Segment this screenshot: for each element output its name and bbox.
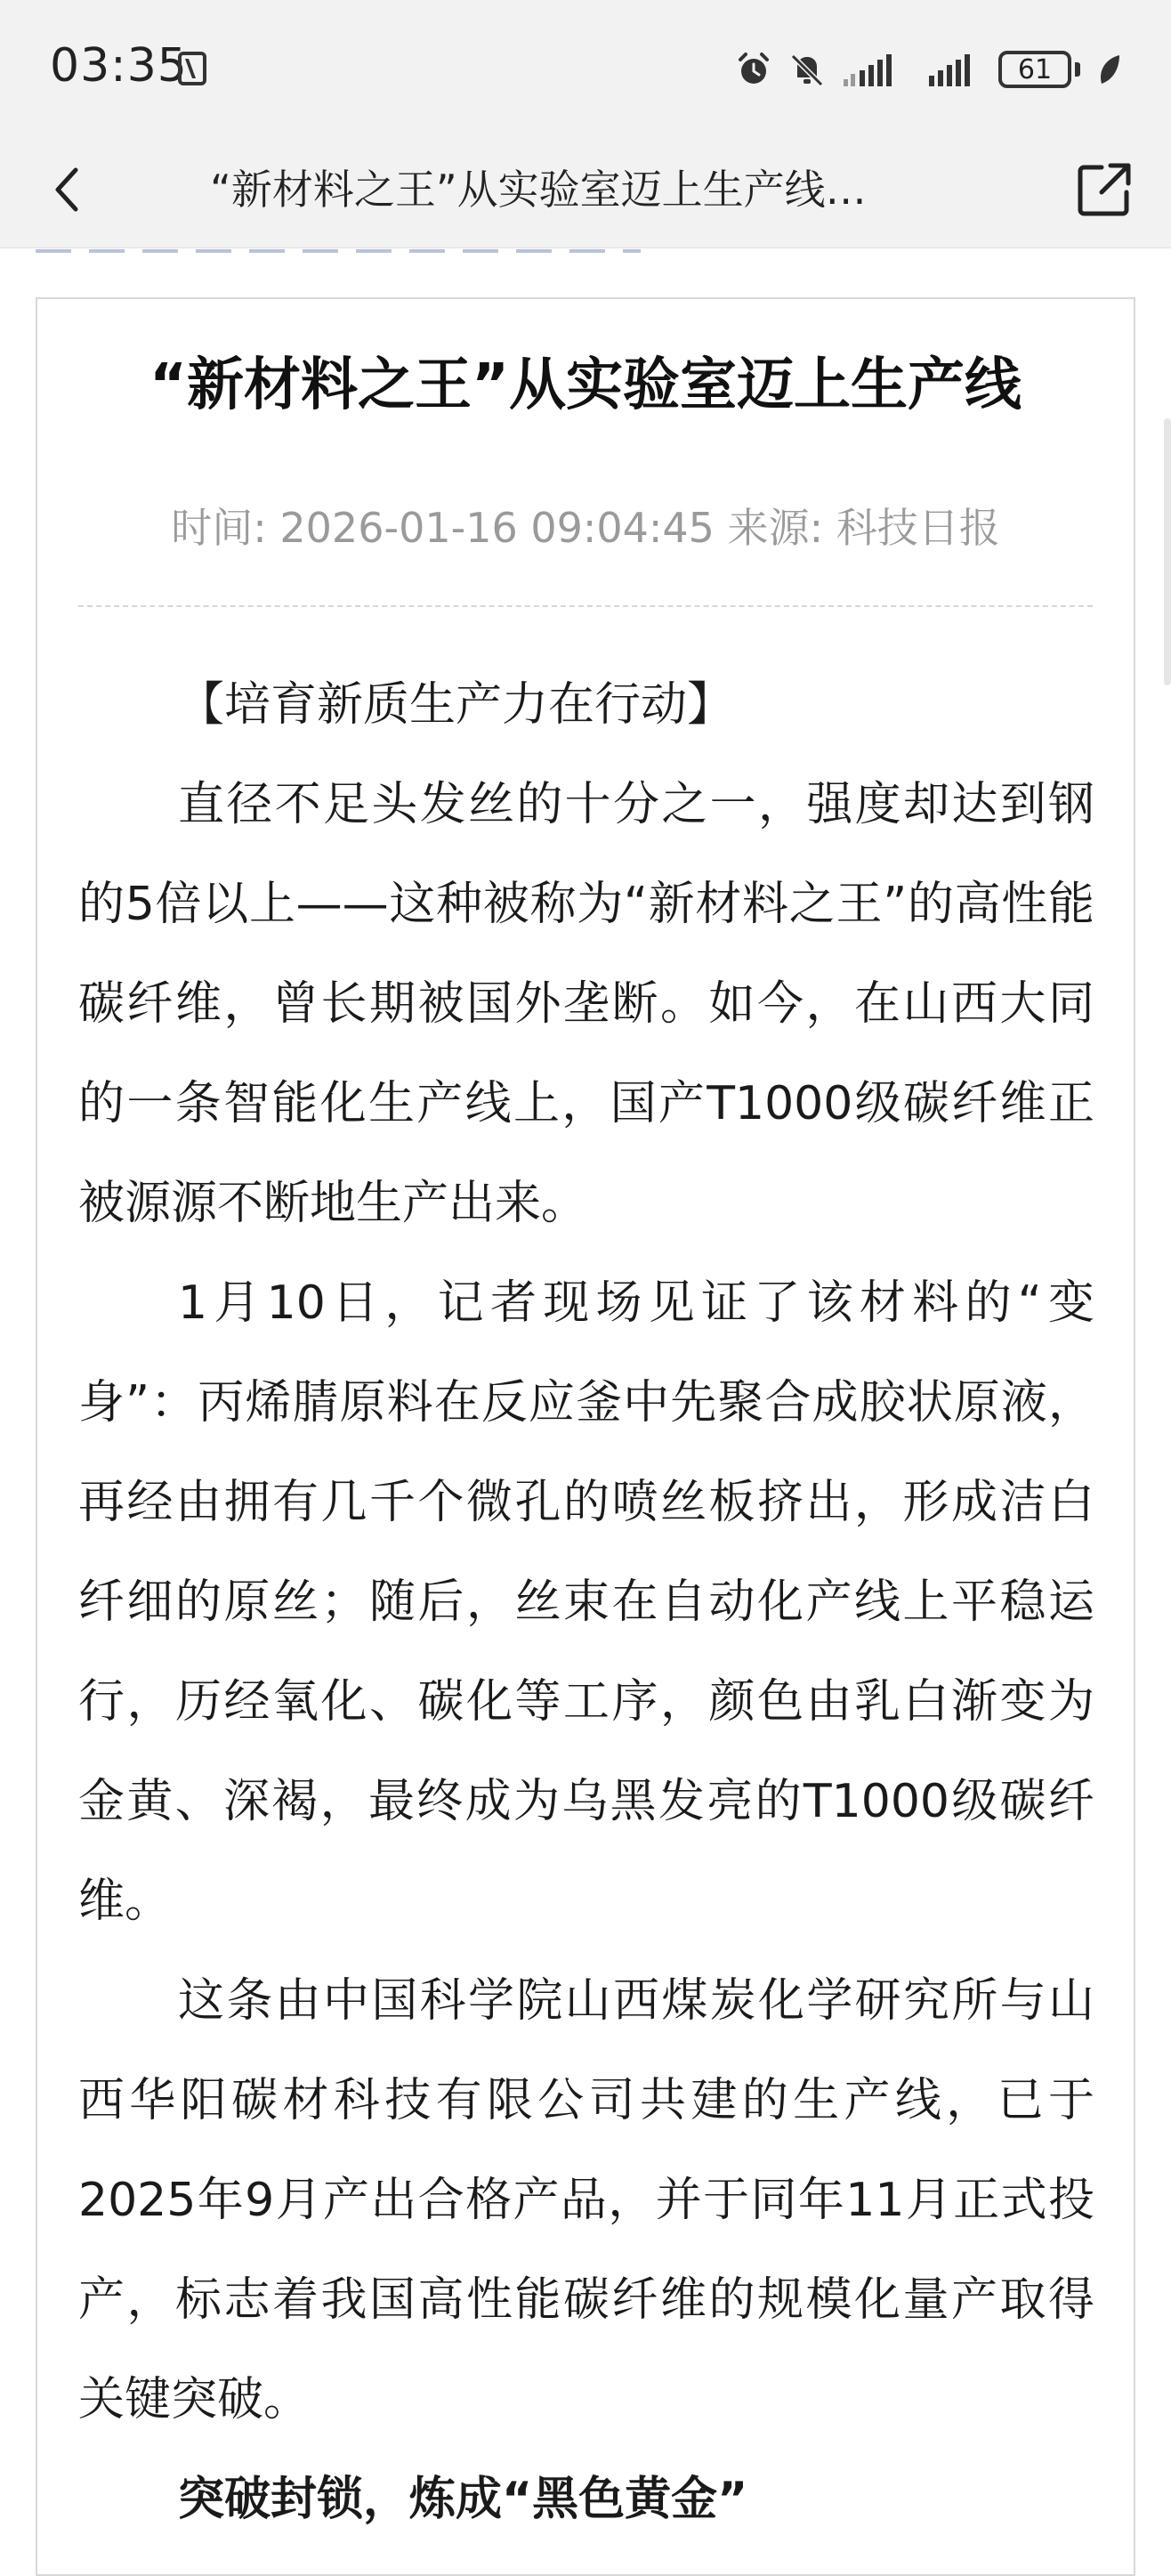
scrollbar[interactable] — [1164, 418, 1171, 685]
mute-bell-icon — [788, 51, 826, 88]
status-icons — [735, 45, 1121, 94]
article-subheading: 突破封锁，炼成“黑色黄金” — [178, 2473, 748, 2526]
paragraph: 1月10日，记者现场见证了该材料的“变身”：丙烯腈原料在反应釜中先聚合成胶状原液，再经由拥有几千个微孔的喷丝板挤出，形成洁白纤细的原丝；随后，丝束在自动化产线上平稳运行，历经氧化、碳化等工序，颜色由乳白渐变为金黄、深褐，最终成为乌黑发亮的T1000级碳纤维。 — [78, 1276, 1094, 1928]
signal-icon-2 — [920, 51, 982, 88]
status-time: 03:35 — [50, 39, 188, 93]
status-bar — [0, 0, 1171, 134]
article-meta: 时间: 2026-01-16 09:04:45 来源: 科技日报 — [171, 504, 1000, 552]
paragraph: 直径不足头发丝的十分之一，强度却达到钢的5倍以上——这种被称为“新材料之王”的高性能碳纤维，曾长期被国外垄断。如今，在山西大同的一条智能化生产线上，国产T1000级碳纤维正被源源不断地生产出来。 — [78, 778, 1094, 1230]
back-arrow-icon — [49, 165, 85, 215]
nav-title: “新材料之王”从实验室迈上生产线… — [210, 166, 867, 214]
leaf-icon — [1096, 53, 1121, 85]
nfc-icon — [178, 52, 206, 85]
previous-content-peek — [36, 247, 641, 258]
battery-icon — [998, 51, 1071, 88]
paragraph: 这条由中国科学院山西煤炭化学研究所与山西华阳碳材科技有限公司共建的生产线，已于2025年9月产出合格产品，并于同年11月正式投产，标志着我国高性能碳纤维的规模化量产取得关键突破。 — [78, 1974, 1094, 2426]
battery-level: 61 — [1017, 53, 1053, 85]
share-icon[interactable] — [1075, 160, 1134, 219]
article-title: “新材料之王”从实验室迈上生产线 — [149, 352, 1022, 418]
alarm-icon — [735, 51, 772, 88]
article-card — [36, 297, 1135, 2576]
article-body — [78, 655, 1094, 2549]
battery-cap — [1075, 62, 1080, 77]
back-button[interactable] — [36, 158, 98, 221]
nav-bar — [0, 134, 1171, 248]
meta-divider — [78, 605, 1093, 607]
paragraph: 【培育新质生产力在行动】 — [178, 678, 734, 732]
signal-icon — [842, 51, 904, 88]
